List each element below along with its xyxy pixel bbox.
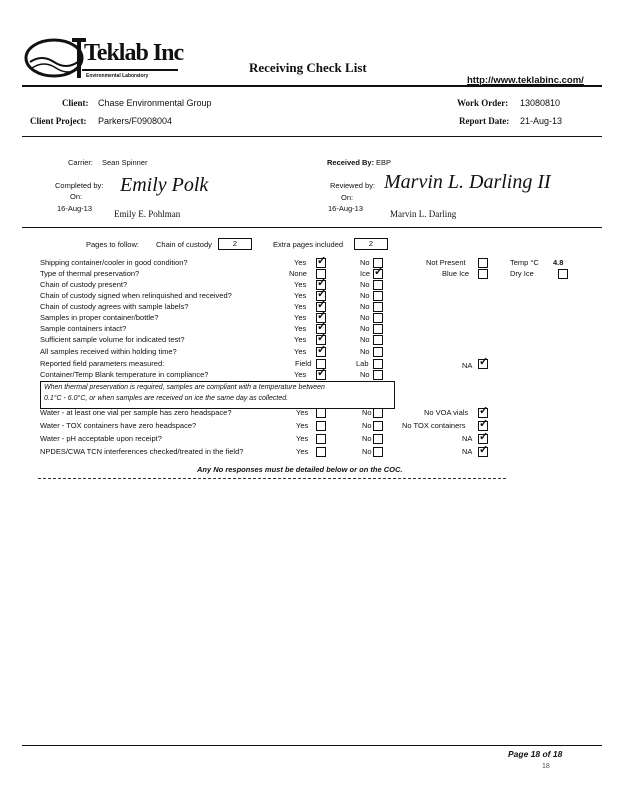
checklist-question: NPDES/CWA TCN interferences checked/treated in the field?	[40, 447, 244, 456]
note-line-2: 0.1°C - 6.0°C, or when samples are received on ice the same day as collected.	[44, 395, 289, 402]
checklist-question: Chain of custody present?	[40, 280, 128, 289]
npdes-na-label: NA	[462, 447, 473, 456]
page-title: Receiving Check List	[249, 60, 367, 75]
ph-na-label: NA	[462, 434, 473, 443]
checklist-question: Chain of custody signed when relinquished and received?	[40, 291, 232, 300]
checkbox[interactable]	[316, 370, 326, 380]
checkbox[interactable]	[373, 421, 383, 431]
checklist-row	[0, 313, 618, 324]
received-by-label: Received By:	[327, 158, 375, 167]
client-label: Client:	[62, 98, 89, 108]
option-label: No	[360, 280, 370, 289]
work-order-label: Work Order:	[457, 98, 509, 108]
temp-value: 4.8	[553, 258, 564, 267]
checklist-question: Water - TOX containers have zero headspace?	[40, 421, 197, 430]
logo-subtitle: Environmental Laboratory	[86, 73, 149, 79]
carrier-label: Carrier:	[68, 158, 94, 167]
option-label: None	[289, 269, 307, 278]
checklist-question: Water - pH acceptable upon receipt?	[40, 434, 162, 443]
option-label: Yes	[296, 447, 309, 456]
checklist-row	[0, 324, 618, 335]
reviewed-date: 16-Aug-13	[328, 204, 364, 213]
field-na-checkbox[interactable]	[478, 359, 488, 369]
chain-of-custody-pages-label: Chain of custody	[156, 240, 212, 249]
option-label: Yes	[294, 302, 307, 311]
completed-signature: Emily Polk	[120, 174, 209, 196]
ph-na-checkbox[interactable]	[478, 434, 488, 444]
checkbox[interactable]	[373, 434, 383, 444]
option-label: Yes	[294, 291, 307, 300]
option-label: No	[360, 370, 370, 379]
report-date-label: Report Date:	[459, 116, 510, 126]
npdes-na-checkbox[interactable]	[478, 447, 488, 457]
option-label: Yes	[294, 347, 307, 356]
no-tox-label: No TOX containers	[402, 421, 466, 430]
checklist-row	[0, 347, 618, 358]
completed-on-label: On:	[70, 192, 83, 201]
dry-ice-label: Dry Ice	[510, 269, 534, 278]
option-label: Yes	[294, 370, 307, 379]
checklist-question: Sufficient sample volume for indicated test?	[40, 335, 185, 344]
checklist-question: Chain of custody agrees with sample labels?	[40, 302, 189, 311]
option-label: Yes	[294, 280, 307, 289]
checklist-question: Reported field parameters measured:	[40, 359, 165, 368]
checklist-question: Samples in proper container/bottle?	[40, 313, 159, 322]
option-label: Ice	[360, 269, 371, 278]
reviewed-name: Marvin L. Darling	[390, 209, 457, 219]
option-label: No	[360, 347, 370, 356]
checklist-question: Sample containers intact?	[40, 324, 127, 333]
completed-name: Emily E. Pohlman	[114, 209, 181, 219]
checklist-question: Type of thermal preservation?	[40, 269, 140, 278]
option-label: No	[360, 258, 370, 267]
checkbox[interactable]	[373, 269, 383, 279]
option-label: Lab	[356, 359, 369, 368]
page-number: Page 18 of 18	[508, 749, 563, 759]
checkbox[interactable]	[316, 347, 326, 357]
checklist-row	[0, 280, 618, 291]
not-present-label: Not Present	[426, 258, 466, 267]
checklist-question: All samples received within holding time?	[40, 347, 177, 356]
option-label: No	[360, 313, 370, 322]
option-label: Yes	[296, 421, 309, 430]
checkbox[interactable]	[373, 335, 383, 345]
company-logo	[22, 36, 182, 86]
report-date-value: 21-Aug-13	[520, 116, 563, 126]
checklist-row	[0, 370, 618, 381]
option-label: Yes	[294, 324, 307, 333]
reviewed-by-label: Reviewed by:	[330, 181, 376, 190]
checkbox[interactable]	[373, 447, 383, 457]
checklist-question: Water - at least one vial per sample has zero headspace?	[40, 408, 232, 417]
logo-emblem-icon	[22, 36, 92, 82]
logo-text: Teklab Inc	[84, 40, 184, 66]
checklist-row	[0, 447, 618, 458]
option-label: No	[360, 335, 370, 344]
checklist-row	[0, 421, 618, 432]
reviewed-on-label: On:	[341, 193, 354, 202]
checklist-question: Container/Temp Blank temperature in compliance?	[40, 370, 209, 379]
option-label: Yes	[294, 313, 307, 322]
no-tox-checkbox[interactable]	[478, 421, 488, 431]
option-label: Yes	[296, 434, 309, 443]
checkbox[interactable]	[316, 408, 326, 418]
extra-pages-label: Extra pages included	[273, 240, 344, 249]
checklist-question: Shipping container/cooler in good condition?	[40, 258, 188, 267]
blue-ice-checkbox[interactable]	[478, 269, 488, 279]
checkbox[interactable]	[316, 258, 326, 268]
checkbox[interactable]	[373, 359, 383, 369]
temperature-compliance-note	[40, 381, 395, 409]
checkbox[interactable]	[316, 421, 326, 431]
reviewed-signature: Marvin L. Darling II	[384, 171, 551, 193]
option-label: Yes	[294, 258, 307, 267]
checklist-row	[0, 335, 618, 346]
option-label: No	[360, 302, 370, 311]
checkbox[interactable]	[373, 370, 383, 380]
pages-to-follow-label: Pages to follow:	[86, 240, 139, 249]
checklist-row	[0, 434, 618, 445]
field-na-label: NA	[462, 361, 473, 370]
option-label: No	[362, 421, 372, 430]
completed-by-label: Completed by:	[55, 181, 104, 190]
checklist-row	[0, 302, 618, 313]
company-url-link[interactable]: http://www.teklabinc.com/	[467, 75, 584, 86]
work-order-value: 13080810	[520, 98, 561, 108]
checkbox[interactable]	[316, 447, 326, 457]
option-label: No	[362, 447, 372, 456]
client-value: Chase Environmental Group	[98, 98, 212, 108]
checklist-row	[0, 408, 618, 419]
extra-pages-box[interactable]: 2	[354, 238, 388, 250]
checklist-row	[0, 359, 618, 370]
no-responses-notice: Any No responses must be detailed below or on the COC.	[197, 465, 403, 474]
option-label: No	[362, 434, 372, 443]
comment-line	[38, 478, 506, 479]
checkbox[interactable]	[373, 408, 383, 418]
temp-label: Temp °C	[510, 258, 539, 267]
checkbox[interactable]	[373, 302, 383, 312]
completed-date: 16-Aug-13	[57, 204, 93, 213]
option-label: No	[360, 291, 370, 300]
dry-ice-checkbox[interactable]	[558, 269, 568, 279]
checklist-row	[0, 291, 618, 302]
option-label: No	[360, 324, 370, 333]
checkbox[interactable]	[316, 434, 326, 444]
checkbox[interactable]	[373, 291, 383, 301]
option-label: No	[362, 408, 372, 417]
checkbox[interactable]	[373, 280, 383, 290]
project-value: Parkers/F0908004	[98, 116, 173, 126]
checkbox[interactable]	[373, 313, 383, 323]
checkbox[interactable]	[373, 347, 383, 357]
page-mark: 18	[542, 763, 550, 770]
option-label: Field	[295, 359, 312, 368]
carrier-value: Sean Spinner	[102, 158, 148, 167]
note-line-1: When thermal preservation is required, samples are compliant with a temperature between	[44, 384, 325, 391]
blue-ice-label: Blue Ice	[442, 269, 470, 278]
chain-of-custody-pages-box[interactable]: 2	[218, 238, 252, 250]
checkbox[interactable]	[373, 324, 383, 334]
option-label: Yes	[294, 335, 307, 344]
no-voa-checkbox[interactable]	[478, 408, 488, 418]
option-label: Yes	[296, 408, 309, 417]
received-by-value: EBP	[376, 158, 392, 167]
project-label: Client Project:	[30, 116, 87, 126]
no-voa-label: No VOA vials	[424, 408, 469, 417]
not-present-checkbox[interactable]	[478, 258, 488, 268]
